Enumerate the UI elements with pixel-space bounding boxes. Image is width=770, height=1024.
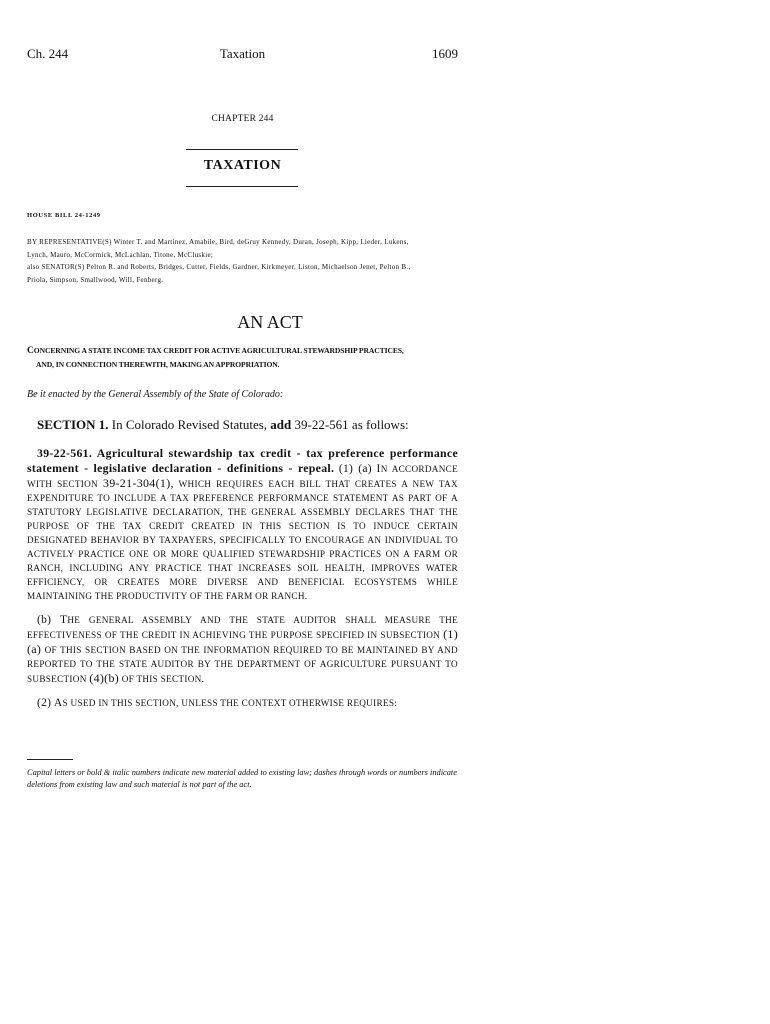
act-title-line-1: [27, 344, 463, 358]
act-heading: AN ACT: [237, 312, 303, 332]
p1-text-b: WHICH REQUIRES EACH BILL THAT CREATES A NEW TAX EXPENDITURE TO INCLUDE A TAX PREFERENCE PERFORMANCE STATEMENT AS PART OF A STATUTORY LEGISLATIVE DECLARATION, THE GENERAL ASSEMBLY DECLARES THAT THE PURPOSE OF THE TAX CREDIT CREATED IN THIS SECTION IS TO INDUCE CERTAIN DESIGNATED BEHAVIOR BY TAXPAYERS, SPECIFICALLY TO ENCOURAGE AN INDIVIDUAL TO ACTIVELY PRACTICE ONE OR MORE QUALIFIED STEWARDSHIP PRACTICES ON A FARM OR RANCH, INCLUDING ANY PRACTICE THAT INCREASES SOIL HEALTH, IMPROVES WATER EFFICIENCY, OR CREATES MORE DIVERSE AND BENEFICIAL ECOSYSTEMS WHILE MAINTAINING THE PRODUCTIVITY OF THE FARM OR RANCH.: [27, 479, 458, 601]
p2-text-c: OF THIS SECTION.: [121, 674, 205, 685]
header-subject: Taxation: [219, 46, 266, 61]
title-rule-top: [186, 149, 298, 150]
section-text-before: In Colorado Revised Statutes,: [111, 417, 268, 432]
statute-heading-line-1: 39-22-561. Agricultural stewardship tax credit - tax preference performance: [37, 446, 458, 460]
statute-paragraph-2: [37, 696, 458, 710]
act-title-line-2: [27, 358, 463, 371]
sponsors-line: also SENATOR(S) Pelton R. and Roberts, Bridges, Cutter, Fields, Gardner, Kirkmeyer, Liston, Michaelson Jenet, Pelton B.,: [27, 263, 411, 271]
section-action: add: [270, 417, 292, 432]
p1-initial: I: [376, 463, 381, 475]
p3-initial: A: [53, 697, 63, 709]
header-chapter: Ch. 244: [27, 46, 69, 61]
title-rule-bottom: [186, 186, 298, 187]
act-title-initial: C: [27, 346, 34, 356]
statute-paragraph-1a: [27, 446, 458, 603]
sponsors-line: Priola, Simpson, Smallwood, Will, Fenberg.: [27, 275, 164, 284]
header-page-number: 1609: [432, 46, 458, 61]
p1-citation: 39-21-304(1),: [102, 476, 174, 490]
sponsors-block: [27, 236, 458, 286]
p2-initial: T: [60, 614, 68, 626]
subsection-marker-1b: (b): [37, 614, 52, 626]
footnote-rule: [27, 759, 73, 760]
p2-text-b: OF THIS SECTION BASED ON THE INFORMATION REQUIRED TO BE MAINTAINED BY AND REPORTED TO THE STATE AUDITOR BY THE DEPARTMENT OF AGRICULTURE PURSUANT TO SUBSECTION: [27, 645, 458, 685]
subsection-marker-2: (2): [37, 697, 52, 709]
p1-text-a: N ACCORDANCE WITH SECTION: [27, 464, 458, 489]
section-text-after: 39-22-561 as follows:: [294, 417, 409, 432]
bill-number: HOUSE BILL 24-1249: [27, 212, 101, 219]
act-title-line-2-text: AND, IN CONNECTION THEREWITH, MAKING AN APPROPRIATION.: [36, 360, 280, 369]
footnote: Capital letters or bold & italic numbers indicate new material added to existing law; dashes through words or numbers indicate deletions from existing law and such material is not part of the act.: [27, 768, 457, 789]
sponsors-line: BY REPRESENTATIVE(S) Winter T. and Martinez, Amabile, Bird, deGruy Kennedy, Duran, Joseph, Kipp, Lieder, Lukens,: [27, 238, 409, 246]
p2-citation-1: (1)(a): [27, 627, 458, 657]
subsection-marker-1a: (1) (a): [338, 463, 372, 475]
enacting-clause: Be it enacted by the General Assembly of the State of Colorado:: [27, 389, 284, 400]
section-label: SECTION 1.: [37, 417, 109, 432]
chapter-label: CHAPTER 244: [211, 114, 274, 124]
p2-citation-2: (4)(b): [89, 671, 120, 686]
p3-text: S USED IN THIS SECTION, UNLESS THE CONTEXT OTHERWISE REQUIRES:: [62, 698, 398, 708]
sponsors-line: Lynch, Mauro, McCormick, McLachlan, Titone, McCluskie;: [27, 250, 214, 259]
chapter-title: TAXATION: [203, 158, 282, 173]
statute-heading-line-2: statement - legislative declaration - definitions - repeal.: [27, 461, 335, 475]
p2-text-a: HE GENERAL ASSEMBLY AND THE STATE AUDITOR SHALL MEASURE THE EFFECTIVENESS OF THE CREDIT IN ACHIEVING THE PURPOSE SPECIFIED IN SUBSECTION: [27, 615, 458, 641]
act-title-line-1-text: ONCERNING A STATE INCOME TAX CREDIT FOR ACTIVE AGRICULTURAL STEWARDSHIP PRACTICES,: [33, 346, 404, 355]
act-title: [27, 344, 463, 371]
statute-paragraph-1b: [27, 613, 458, 686]
section-1-line: [37, 417, 409, 433]
